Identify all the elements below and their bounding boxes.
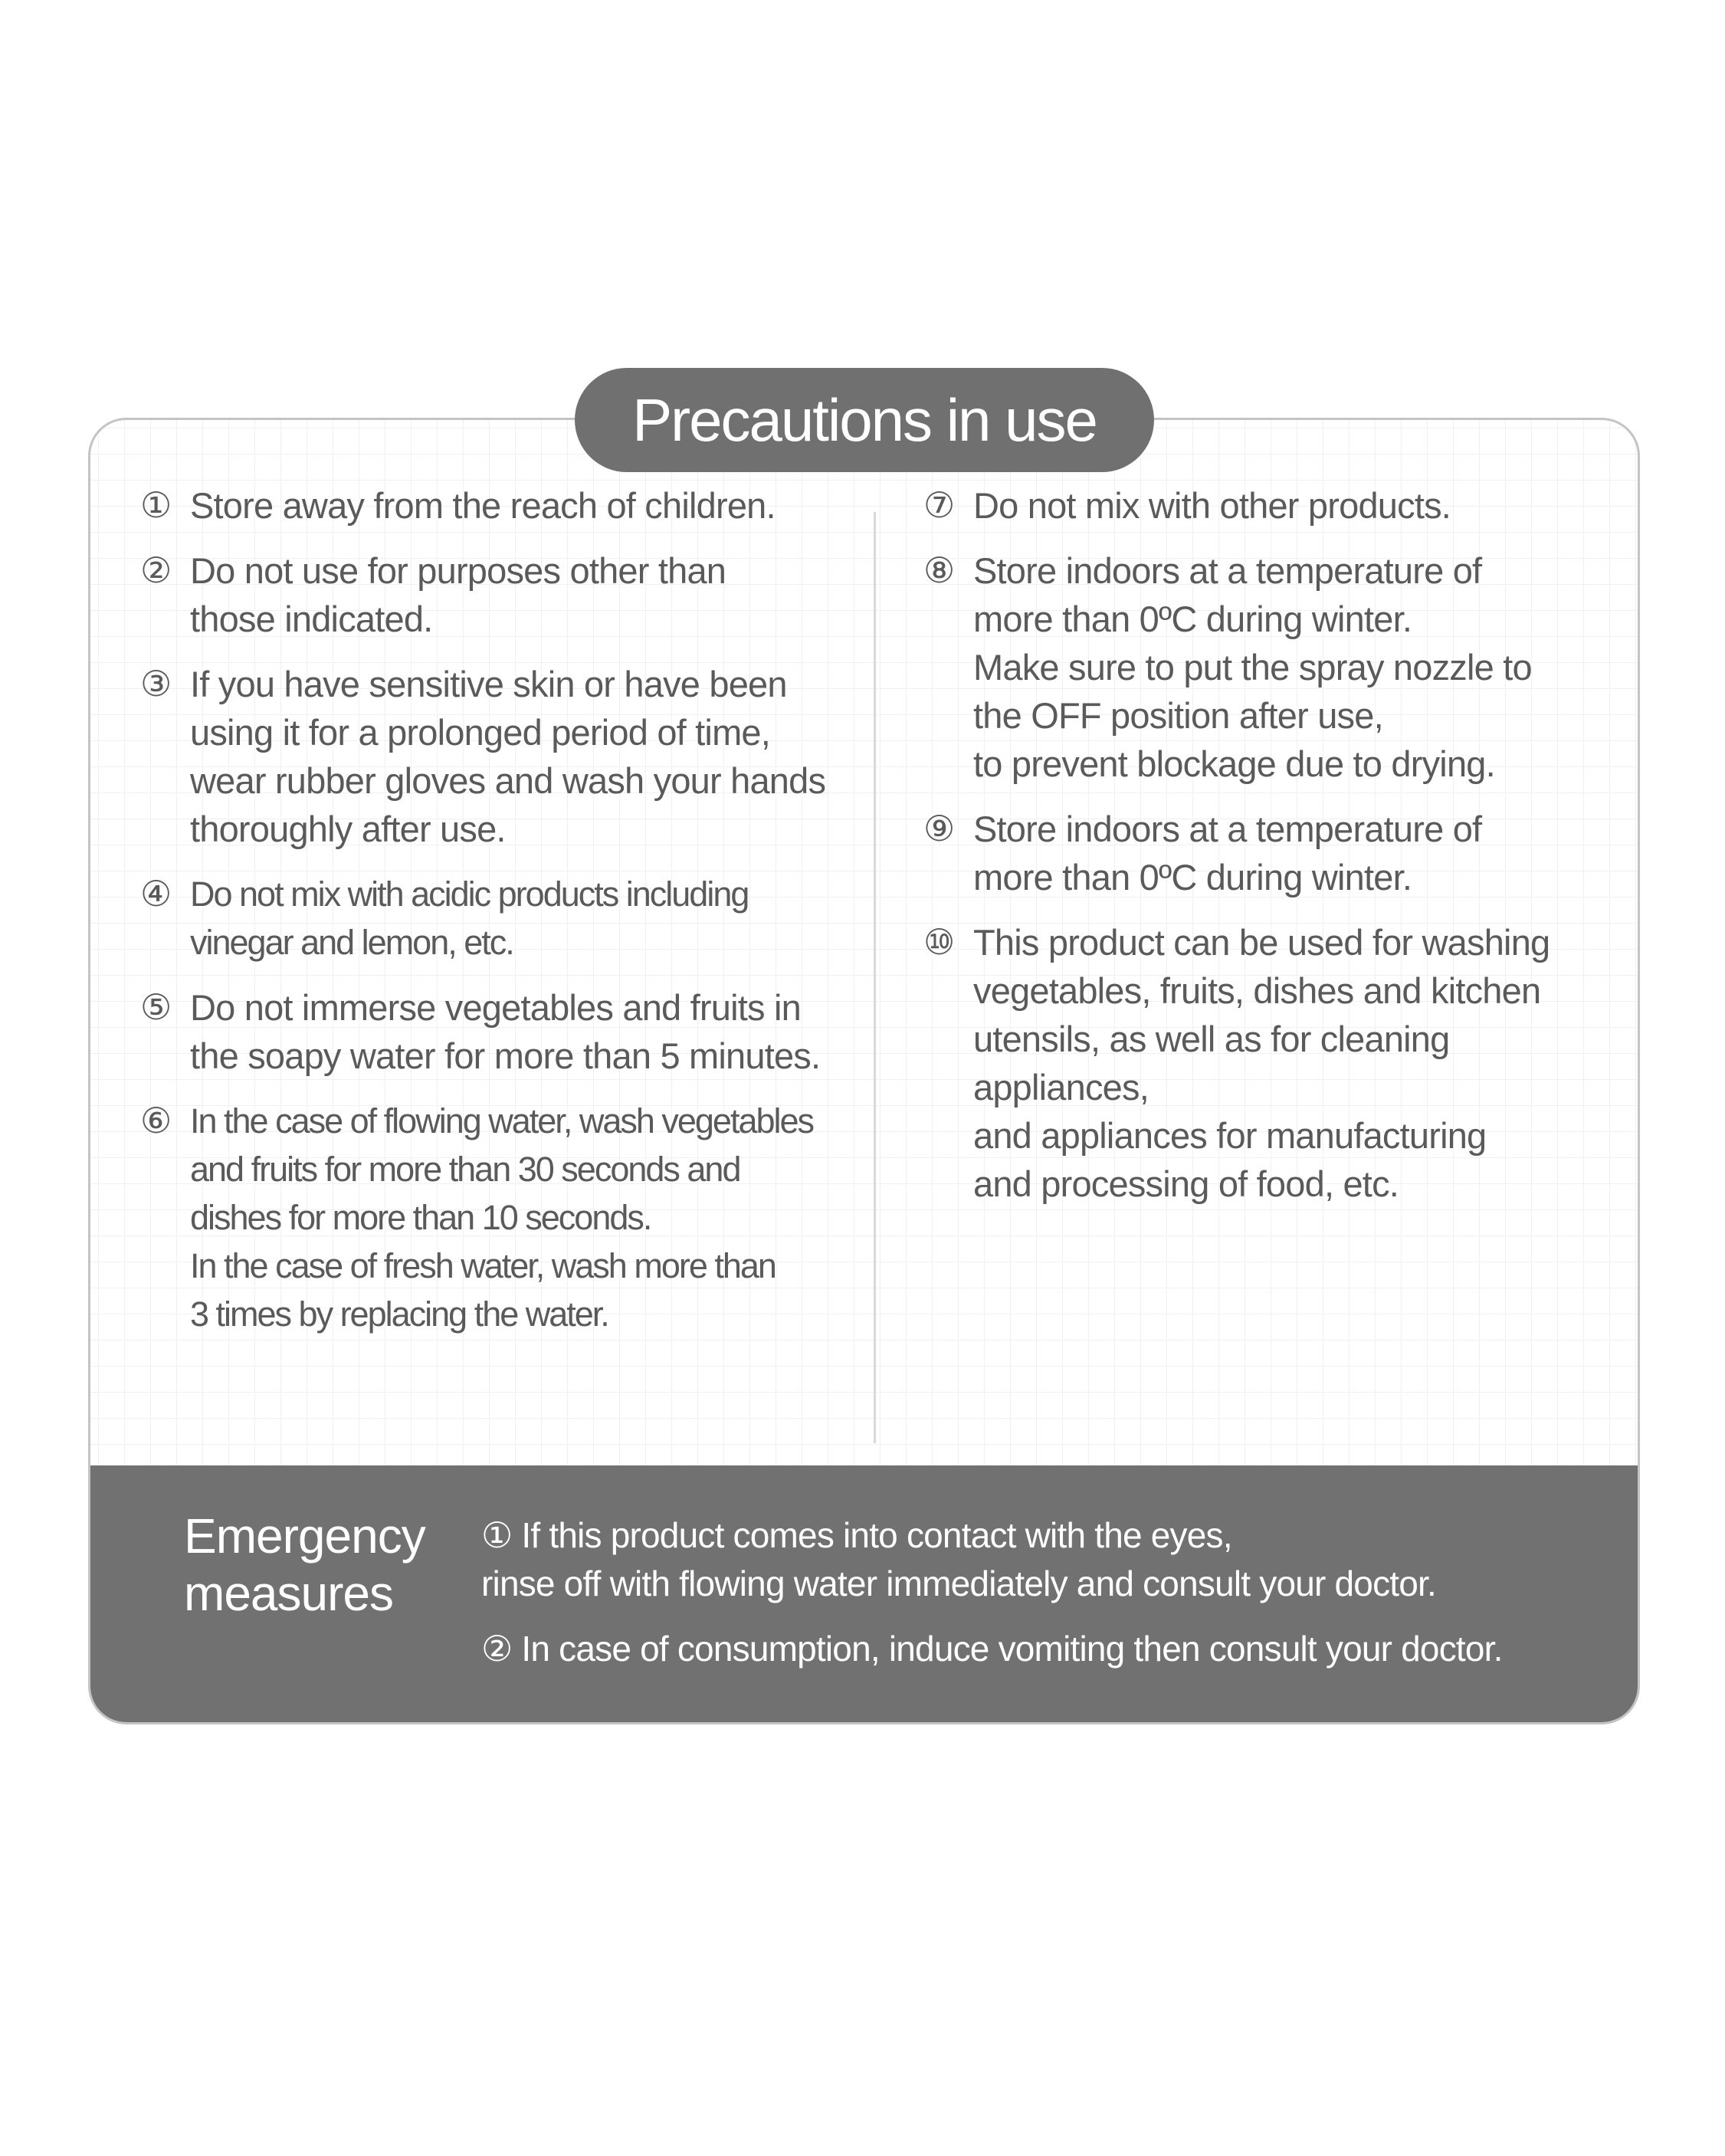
precaution-number: ③ [140,664,172,704]
precaution-item [923,546,1632,788]
precautions-left-column [140,481,907,1355]
precaution-number: ⑥ [140,1101,172,1140]
precaution-number: ① [140,485,172,525]
precaution-text: This product can be used for washing vegetables, fruits, dishes and kitchen utensils, as well as for cleaning appliances, and appliances for manufacturing and processing of food, etc. [973,922,1550,1204]
precaution-item [923,805,1632,901]
precaution-item [923,918,1632,1208]
precaution-text: Do not immerse vegetables and fruits in the soapy water for more than 5 minutes. [190,987,821,1076]
page-title: Precautions in use [575,368,1154,472]
emergency-number: ② [481,1629,522,1669]
precaution-text: Store indoors at a temperature of more than 0ºC during winter. Make sure to put the spray nozzle to the OFF position after use, to prevent blockage due to drying. [973,550,1532,784]
precaution-number: ④ [140,874,172,914]
precaution-item [140,546,907,643]
precaution-text: Do not mix with other products. [973,485,1451,526]
precaution-number: ⑧ [923,550,956,590]
precaution-text: Do not use for purposes other than those indicated. [190,550,726,639]
emergency-list [481,1511,1592,1690]
precaution-number: ⑦ [923,485,956,525]
emergency-text: If this product comes into contact with the eyes, rinse off with flowing water immediately and consult your doctor. [481,1515,1436,1603]
precaution-item [140,660,907,853]
emergency-text: In case of consumption, induce vomiting then consult your doctor. [521,1629,1503,1669]
emergency-item [481,1625,1592,1673]
precaution-item [140,1097,907,1338]
precaution-number: ② [140,550,172,590]
precaution-item [140,983,907,1080]
precaution-item [140,481,907,530]
emergency-section [90,1465,1638,1722]
precautions-card [88,418,1640,1724]
emergency-number: ① [481,1515,522,1555]
emergency-title: Emergency measures [184,1508,425,1621]
precaution-number: ⑩ [923,922,956,962]
precaution-text: Store indoors at a temperature of more than 0ºC during winter. [973,809,1482,898]
precaution-text: Do not mix with acidic products including vinegar and lemon, etc. [190,875,749,962]
precaution-text: In the case of flowing water, wash vegetables and fruits for more than 30 seconds and dishes for more than 10 seconds. In the case of fresh water, wash more than 3 times by replacing the water. [190,1101,814,1334]
column-divider [874,512,876,1443]
precaution-text: If you have sensitive skin or have been using it for a prolonged period of time, wear rubber gloves and wash your hands thoroughly after use. [190,664,826,849]
emergency-item [481,1511,1592,1608]
precaution-number: ⑨ [923,809,956,848]
precaution-number: ⑤ [140,987,172,1027]
precaution-item [923,481,1632,530]
precaution-item [140,870,907,966]
precautions-right-column [923,481,1632,1225]
precaution-text: Store away from the reach of children. [190,485,776,526]
